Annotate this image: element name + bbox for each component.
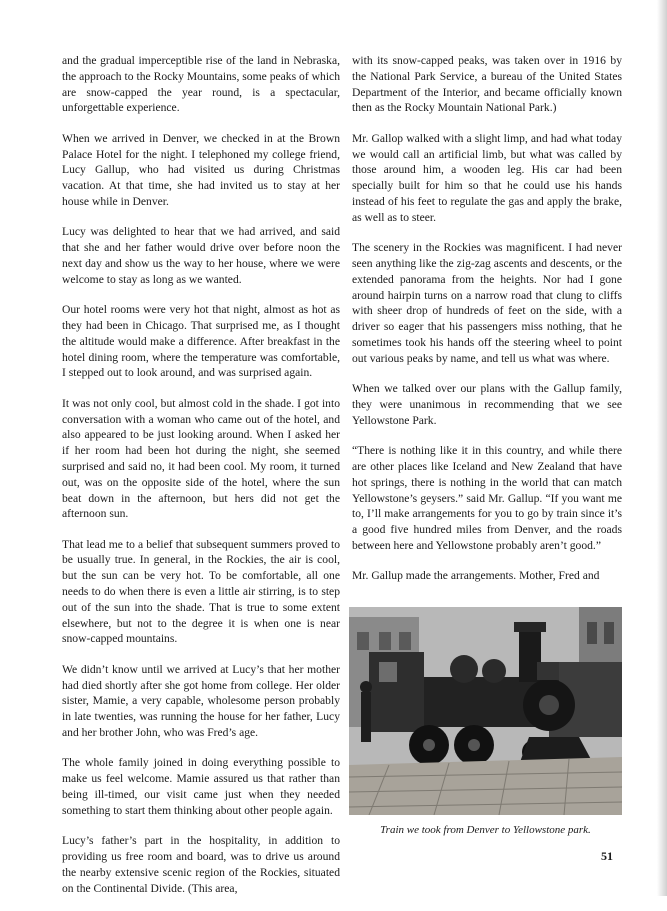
photo-caption: Train we took from Denver to Yellowstone park. (380, 824, 591, 836)
page-number: 51 (601, 849, 613, 863)
paragraph: When we arrived in Denver, we checked in at the Brown Palace Hotel for the night. I telephoned my college friend, Lucy Gallup, who had visited us during Christmas vacation. At that time, she had invited us to stay at her house while in Denver. (62, 131, 340, 208)
paragraph: That lead me to a belief that subsequent summers proved to be usually true. In general, in the Rockies, the air is cool, but the sun can be very hot. To be comfortable, all one needs to do when there is even a little air stirring, is to step out of the sun into the shade. That is true to some extent elsewhere, but not to the degree it is when one is near snow-capped mountains. (62, 537, 340, 646)
paragraph: We didn’t know until we arrived at Lucy’s that her mother had died shortly after she got home from college. Her older sister, Mamie, a very capable, wholesome person probably in late twenties, was running the house for her father, Lucy and her brother John, who was Fred’s age. (62, 662, 340, 740)
paragraph: Lucy was delighted to hear that we had arrived, and said that she and her father would drive over before noon the next day and show us the way to her house, where we were welcome to stay as long as we wanted. (62, 225, 340, 286)
paragraph: “There is nothing like it in this country, and while there are other places like Iceland and New Zealand that have hot springs, there is nothing in the world that can match Yellowstone’s geysers.” said Mr. Gallup. “If you want me to, I’ll make arrangements for you to go by train since it’s a good five hundred miles from Denver, and the roads between here and Yellowstone probably aren’t good.” (352, 444, 622, 552)
steam-locomotive-photo (349, 607, 622, 815)
paragraph: Mr. Gallup made the arrangements. Mother, Fred and (352, 569, 600, 583)
paragraph: Lucy’s father’s part in the hospitality, in addition to providing us free room and board, was to drive us around the nearby extensive scenic region of the Rockies, situated on the Continental Divide. (This area, (62, 834, 340, 895)
paragraph: When we talked over our plans with the Gallup family, they were unanimous in recommending that we see Yellowstone Park. (352, 382, 622, 427)
page-edge-shadow (657, 0, 667, 896)
paragraph: It was not only cool, but almost cold in the shade. I got into conversation with a woman who came out of the hotel, and also appeared to be just looking around. When I asked her if her room had been hot during the night, she seemed surprised and said no, it had been cool. My room, it turned out, was on the opposite side of the hotel, where the sun beat down in the afternoon, but hers did not get the afternoon sun. (62, 396, 340, 521)
paragraph: Our hotel rooms were very hot that night, almost as hot as they had been in Chicago. That surprised me, as I thought the altitude would make a difference. After breakfast in the hotel dining room, where the temperature was comfortable, I stepped out to look around, and was surprised again. (62, 303, 340, 380)
paragraph: and the gradual imperceptible rise of the land in Nebraska, the approach to the Rocky Mountains, some peaks of which are snow-capped the year round, is a spectacular, unforgettable experience. (62, 54, 340, 115)
paragraph: Mr. Gallop walked with a slight limp, and had what today we would call an artificial limb, but what was called by those around him, a wooden leg. His car had been specially built for him so that he could use his hands instead of his feet to regulate the gas and apply the brake, as well as to steer. (352, 131, 622, 224)
paragraph: The scenery in the Rockies was magnificent. I had never seen anything like the zig-zag ascents and descents, or the extended panorama from the heights. Nor had I gone around hairpin turns on a narrow road that clung to cliffs with sheer drop of hundreds of feet on the side, with a driver so eager that his passengers miss nothing, that he sometimes took his hands off the steering wheel to point out various peaks by name, and tell us what was where. (352, 241, 622, 365)
locomotive-illustration (349, 607, 622, 815)
left-column (62, 53, 340, 911)
paragraph: The whole family joined in doing everything possible to make us feel welcome. Mamie assured us that rather than being ill-timed, our visit came just when they needed something to start them thinking about other people again. (62, 756, 340, 817)
right-column (352, 53, 622, 599)
paragraph: with its snow-capped peaks, was taken over in 1916 by the National Park Service, a bureau of the United States Department of the Interior, and became officially known then as the Rocky Mountain National Park.) (352, 54, 622, 115)
